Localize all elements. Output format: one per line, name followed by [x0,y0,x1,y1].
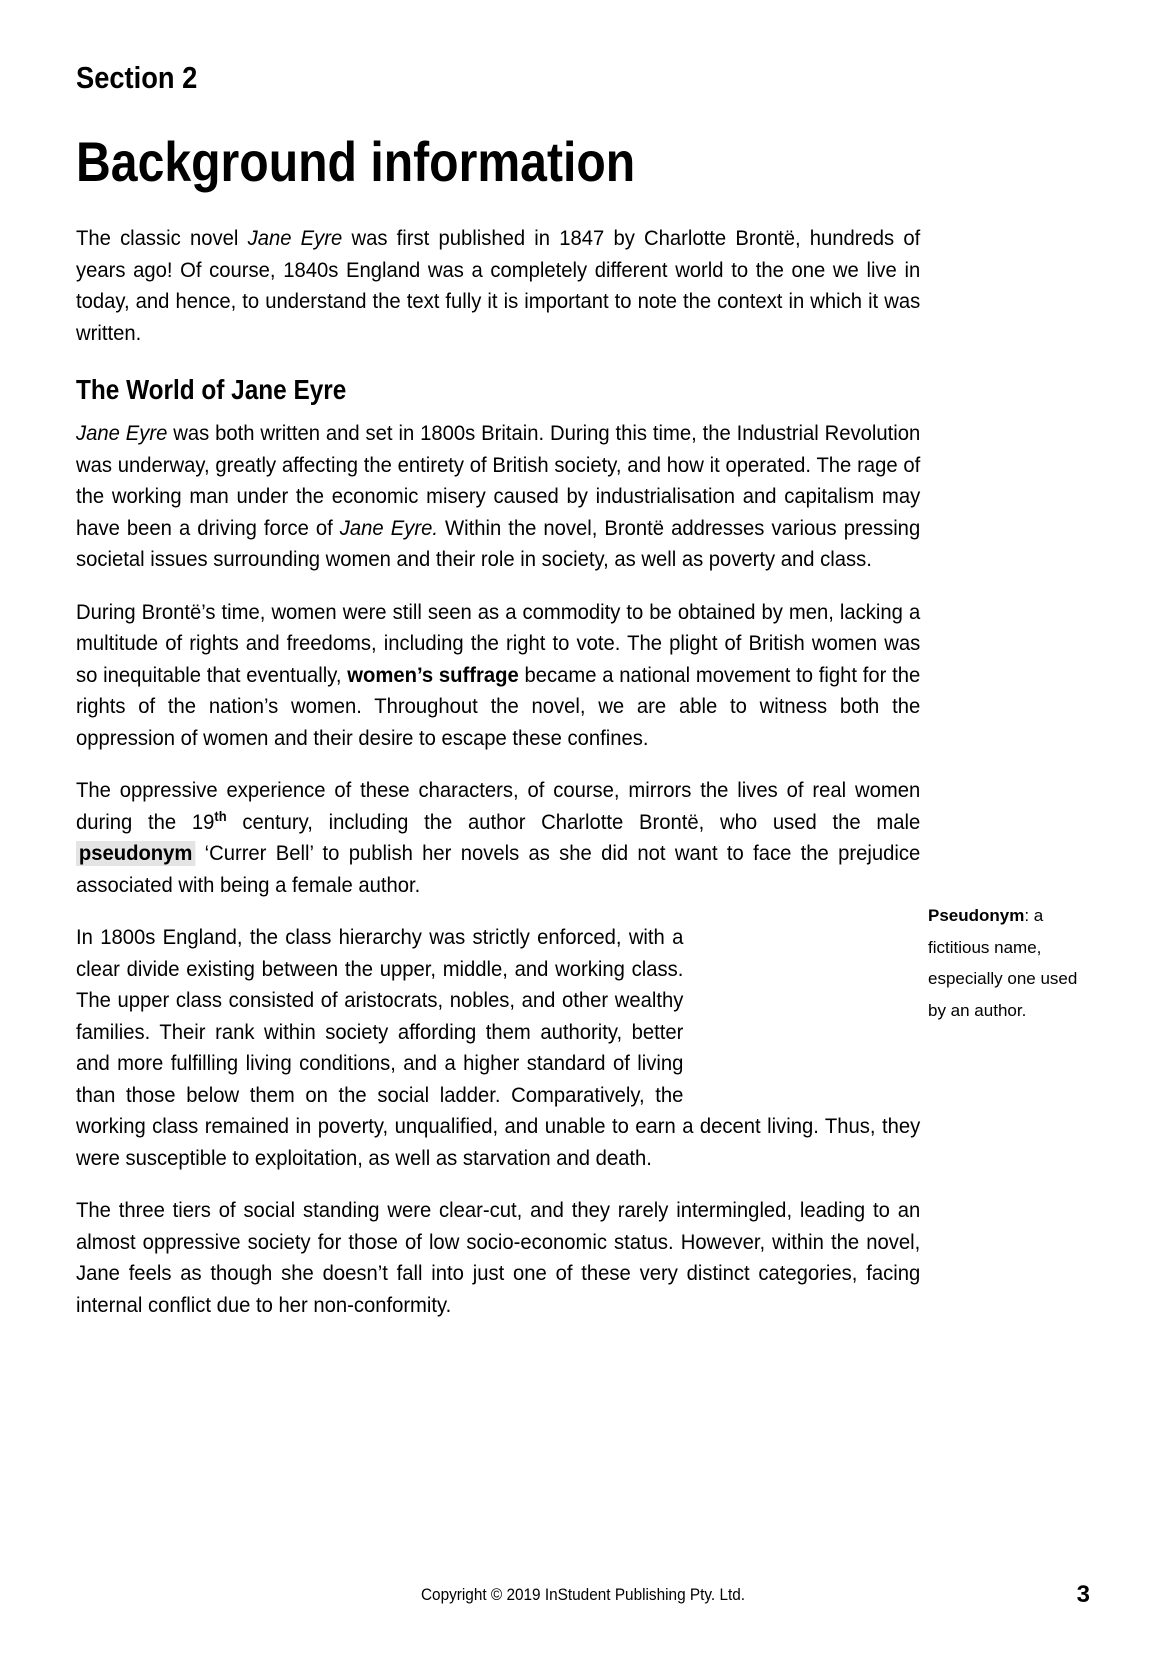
pseudonym-text-part2: century, including the author Charlotte Brontë, who used the male [226,810,921,834]
sidenote-wrap-spacer [683,922,920,1090]
page-footer [0,1581,1166,1616]
paragraph-intro [76,223,920,349]
section-label: Section 2 [76,60,198,95]
paragraph-social-tiers [76,1195,920,1321]
footer-page-number: 3 [1076,1581,1090,1608]
page-title: Background information [76,129,636,193]
paragraph-pseudonym [76,775,920,901]
class-text: In 1800s England, the class hierarchy was strictly enforced, with a clear divide existing between the upper, middle, and working class. The upper class consisted of aristocrats, nobles, and other wealthy families. Their rank within society affording them authority, better and more fulfilling living conditions, and a higher standard of living than those below them on the social ladder. Comparatively, the working class remained in poverty, unqualified, and unable to earn a decent living. Thus, they were susceptible to exploitation, as well as starvation and death. [76,926,921,1170]
pseudonym-text-part1: The oppressive experience of these characters, of course, mirrors the lives of real women during the 19 [76,779,921,834]
page-content [76,62,920,1321]
pseudonym-text-part3: ‘Currer Bell’ to publish her novels as she did not want to face the prejudice associated with being a female author. [76,842,921,897]
sidenote-definition [928,900,1088,1026]
sidenote-definition-text: : a fictitious name, especially one used by an author. [928,906,1078,1020]
world-text-part1: was both written and set in 1800s Britain. During this time, the Industrial Revolution was underway, greatly affecting the entirety of British society, and how it operated. The rage of the working man under the economic misery caused by industrialisation and capitalism may have been a driving force of [76,422,921,540]
tiers-text: The three tiers of social standing were clear-cut, and they rarely intermingled, leading to an almost oppressive society for those of low socio-economic status. However, within the novel, Jane feels as though she doesn’t fall into just one of these very distinct categories, facing internal conflict due to her non-conformity. [76,1199,921,1317]
highlighted-term-pseudonym: pseudonym [76,841,195,866]
paragraph-class-hierarchy [76,922,920,1174]
suffrage-text-part2: became a national movement to fight for the rights of the nation’s women. Throughout the novel, we are able to witness both the oppression of women and their desire to escape these confines. [76,663,921,750]
ordinal-suffix-th: th [214,808,227,824]
suffrage-bold-term: women’s suffrage [347,663,519,687]
intro-text-part2: was first published in 1847 by Charlotte Brontë, hundreds of years ago! Of course, 1840s England was a completely different world to the one we live in today, and hence, to understand the text fully it is important to note the context in which it was written. [76,227,921,345]
world-italic-title-1: Jane Eyre [76,422,168,446]
paragraph-world [76,418,920,576]
sidenote-term: Pseudonym [928,906,1025,925]
world-italic-title-2: Jane Eyre. [339,516,438,540]
intro-text-part1: The classic novel [76,227,248,251]
paragraph-suffrage [76,597,920,755]
subheading-world-of-jane-eyre: The World of Jane Eyre [76,374,347,406]
intro-italic-title: Jane Eyre [247,227,343,251]
footer-copyright: Copyright © 2019 InStudent Publishing Pty. Ltd. [420,1586,746,1604]
suffrage-text-part1: During Brontë’s time, women were still seen as a commodity to be obtained by men, lacking a multitude of rights and freedoms, including the right to vote. The plight of British women was so inequitable that eventually, [76,600,921,687]
world-text-part2: Within the novel, Brontë addresses various pressing societal issues surrounding women and their role in society, as well as poverty and class. [76,516,921,572]
